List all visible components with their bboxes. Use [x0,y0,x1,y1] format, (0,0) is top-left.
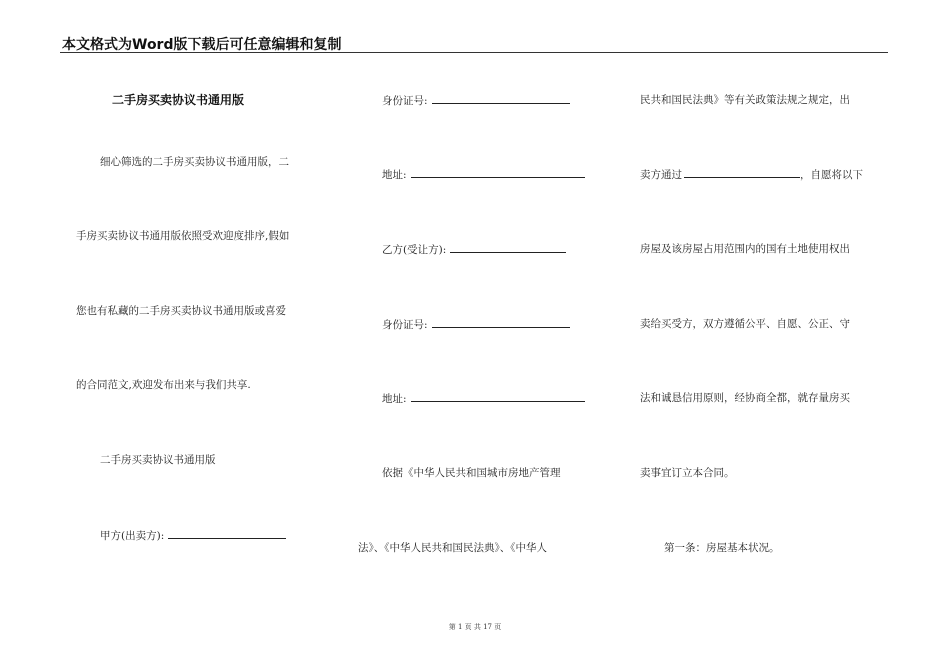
party-b-row [382,242,566,257]
id-number-blank-1 [432,93,570,104]
contract-line-2-start: 卖方通过 [640,169,682,181]
intro-line-2: 手房买卖协议书通用版依照受欢迎度排序,假如 [76,230,290,242]
contract-line-3: 房屋及该房屋占用范围内的国有土地使用权出 [640,243,850,255]
column-1 [76,0,326,672]
id-number-blank-2 [432,317,570,328]
party-a-row [100,528,286,543]
party-b-blank [450,242,566,253]
intro-line-4: 的合同范文,欢迎发布出来与我们共享. [76,379,251,391]
id-number-row-1 [382,93,570,108]
legal-basis-line-2: 法》、《中华人民共和国民法典》、《中华人 [358,542,547,554]
contract-line-4: 卖给买受方，双方遵循公平、自愿、公正、守 [640,318,850,330]
party-a-label: 甲方(出卖方): [100,530,165,542]
id-number-label-1: 身份证号: [382,95,428,107]
contract-line-5: 法和诚恳信用原则，经协商全都，就存量房买 [640,392,850,404]
article-1-heading: 第一条：房屋基本状况。 [664,542,780,554]
contract-line-2 [640,167,863,182]
address-blank-1 [411,167,585,178]
contract-line-6: 卖事宜订立本合同。 [640,467,735,479]
intro-line-3: 您也有私藏的二手房买卖协议书通用版或喜爱 [76,305,286,317]
document-title: 二手房买卖协议书通用版 [112,93,245,107]
id-number-label-2: 身份证号: [382,319,428,331]
party-b-label: 乙方(受让方): [382,244,447,256]
document-subtitle: 二手房买卖协议书通用版 [100,454,216,466]
intro-line-1: 细心筛选的二手房买卖协议书通用版，二 [100,156,289,168]
address-label-1: 地址: [382,169,407,181]
page-header-title: 本文格式为Word版下载后可任意编辑和复制 [62,37,342,53]
column-2 [356,0,606,672]
party-a-blank [168,528,286,539]
address-row-1 [382,167,585,182]
column-3 [640,0,890,672]
id-number-row-2 [382,317,570,332]
address-label-2: 地址: [382,393,407,405]
address-blank-2 [411,391,585,402]
page-number: 第 1 页 共 17 页 [448,623,502,631]
transfer-method-blank [684,167,800,178]
legal-basis-line-1: 依据《中华人民共和国城市房地产管理 [382,467,561,479]
contract-line-2-end: ，自愿将以下 [800,169,863,181]
contract-line-1: 民共和国民法典》等有关政策法规之规定，出 [640,94,850,106]
address-row-2 [382,391,585,406]
